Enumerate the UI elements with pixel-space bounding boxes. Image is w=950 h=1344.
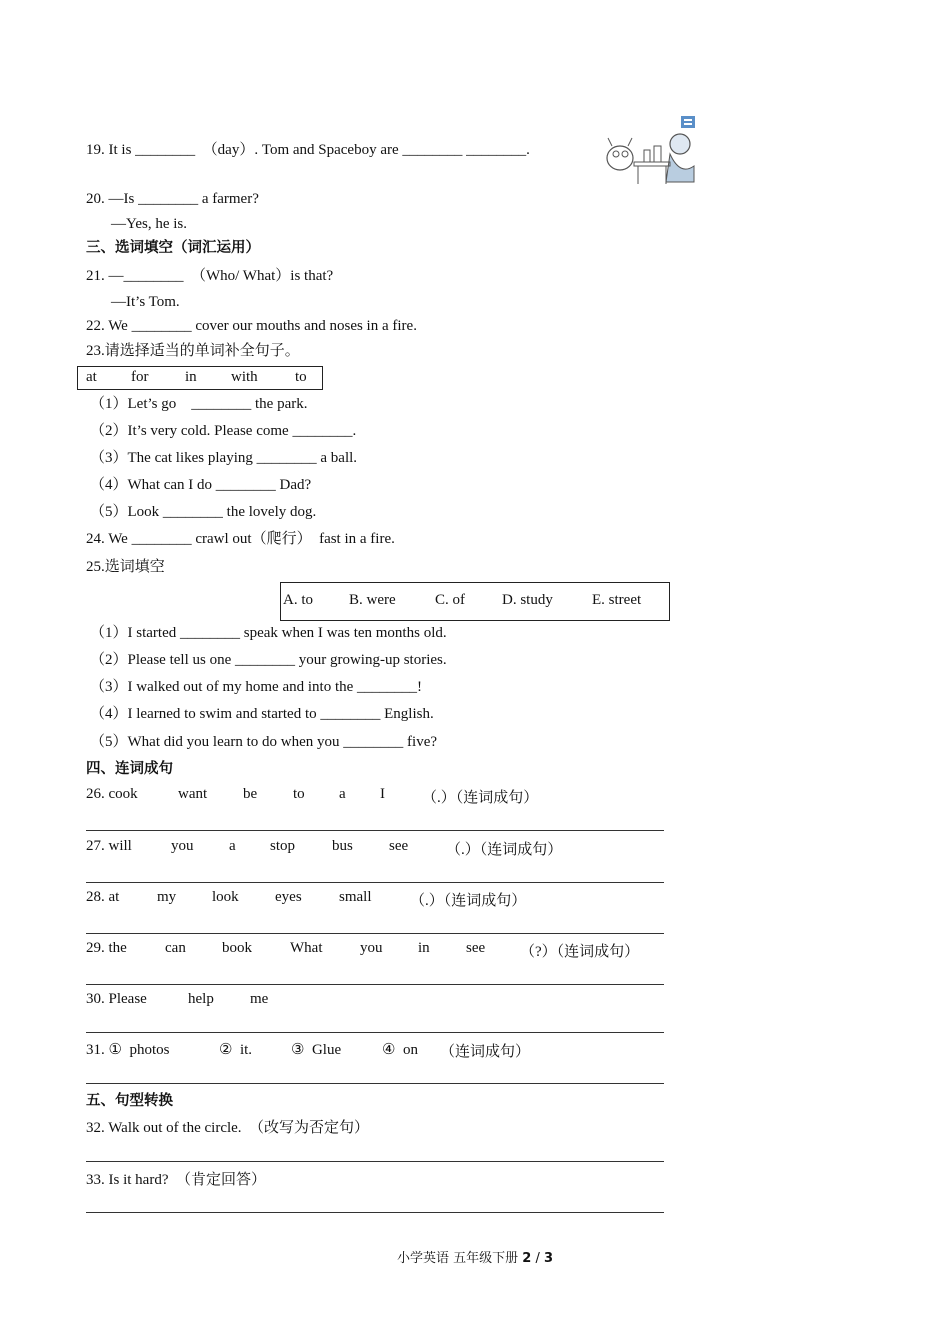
table [634,162,670,166]
q29-instruction: （?）（连词成句） [520,944,640,960]
q27-word: a [229,838,236,854]
q29-word: What [290,940,323,956]
question-24: 24. We ________ crawl out（爬行） fast in a fire. [86,531,395,547]
word-option: in [185,369,197,385]
q28-instruction: （.）（连词成句） [410,893,527,909]
q27-word: 27. will [86,838,132,854]
answer-line[interactable] [86,1032,664,1033]
footer-text: 小学英语 五年级下册 [396,1251,519,1266]
q28-word: eyes [275,889,302,905]
q28-word: my [157,889,177,905]
question-32: 32. Walk out of the circle. （改写为否定句） [86,1120,370,1136]
question-21: 21. —________ （Who/ What）is that? [86,268,334,284]
q26-word: want [178,786,208,802]
q27-instruction: （.）（连词成句） [446,842,563,858]
option: C. of [435,592,465,608]
q26-word: to [293,786,305,802]
question-19: 19. It is ________ （day）. Tom and Spaceboy are ________ ________. [86,142,530,158]
section-5-heading: 五、句型转换 [86,1093,173,1109]
q30-word: help [188,991,214,1007]
section-3-heading: 三、选词填空（词汇运用） [86,240,260,256]
q29-word: you [360,940,383,956]
section-4-heading: 四、连词成句 [86,761,173,777]
word-option: for [131,369,149,385]
q28-word: 28. at [86,889,120,905]
q31-instruction: （连词成句） [440,1044,531,1060]
word-option: with [231,369,258,385]
options-box-25 [280,582,670,621]
q31-word: ④ on [382,1042,418,1058]
question-20-answer: —Yes, he is. [111,216,187,232]
answer-line[interactable] [86,830,664,831]
q28-word: look [212,889,239,905]
option: E. street [592,592,642,608]
q29-word: see [466,940,486,956]
q23-item: （3）The cat likes playing ________ a ball. [90,450,358,466]
q30-word: 30. Please [86,991,147,1007]
q26-word: a [339,786,346,802]
tom-figure [670,134,690,154]
word-option: to [295,369,307,385]
answer-line[interactable] [86,1083,664,1084]
q25-item: （3）I walked out of my home and into the ________! [90,679,423,695]
q25-item: （4）I learned to swim and started to ________ English. [90,706,434,722]
answer-line[interactable] [86,1212,664,1213]
option: D. study [502,592,553,608]
answer-line[interactable] [86,984,664,985]
answer-line[interactable] [86,1161,664,1162]
page-footer [0,1247,950,1266]
question-22: 22. We ________ cover our mouths and noses in a fire. [86,318,417,334]
q30-word: me [250,991,269,1007]
question-21-answer: —It’s Tom. [111,294,180,310]
q26-instruction: （.）（连词成句） [422,790,539,806]
question-25-title: 25.选词填空 [86,559,165,575]
answer-line[interactable] [86,882,664,883]
q31-word: 31. ① photos [86,1042,170,1058]
q31-word: ② it. [219,1042,253,1058]
q25-item: （1）I started ________ speak when I was ten months old. [90,625,447,641]
page-total: 3 [543,1251,554,1266]
illustration-tom-spaceboy [602,116,698,186]
q27-word: you [171,838,194,854]
q26-word: 26. cook [86,786,138,802]
q27-word: stop [270,838,296,854]
q28-word: small [339,889,372,905]
q25-item: （2）Please tell us one ________ your growing-up stories. [90,652,447,668]
q23-item: （1）Let’s go ________ the park. [90,396,308,412]
q29-word: book [222,940,252,956]
q29-word: in [418,940,430,956]
illustration-badge [681,116,695,128]
question-20: 20. —Is ________ a farmer? [86,191,259,207]
q29-word: 29. the [86,940,127,956]
q23-item: （5）Look ________ the lovely dog. [90,504,317,520]
question-23-title: 23.请选择适当的单词补全句子。 [86,343,300,359]
option: B. were [349,592,396,608]
q27-word: see [389,838,409,854]
word-bank-23 [77,366,323,390]
q26-word: be [243,786,258,802]
page-separator: / [535,1251,540,1266]
q26-word: I [380,786,385,802]
q23-item: （2）It’s very cold. Please come ________. [90,423,357,439]
q29-word: can [165,940,186,956]
q31-word: ③ Glue [291,1042,342,1058]
q27-word: bus [332,838,353,854]
q25-item: （5）What did you learn to do when you ________ five? [90,734,438,750]
q23-item: （4）What can I do ________ Dad? [90,477,312,493]
option: A. to [283,592,313,608]
answer-line[interactable] [86,933,664,934]
question-33: 33. Is it hard? （肯定回答） [86,1172,266,1188]
spaceboy-figure [607,146,633,170]
page-number: 2 [522,1251,532,1266]
word-option: at [86,369,97,385]
